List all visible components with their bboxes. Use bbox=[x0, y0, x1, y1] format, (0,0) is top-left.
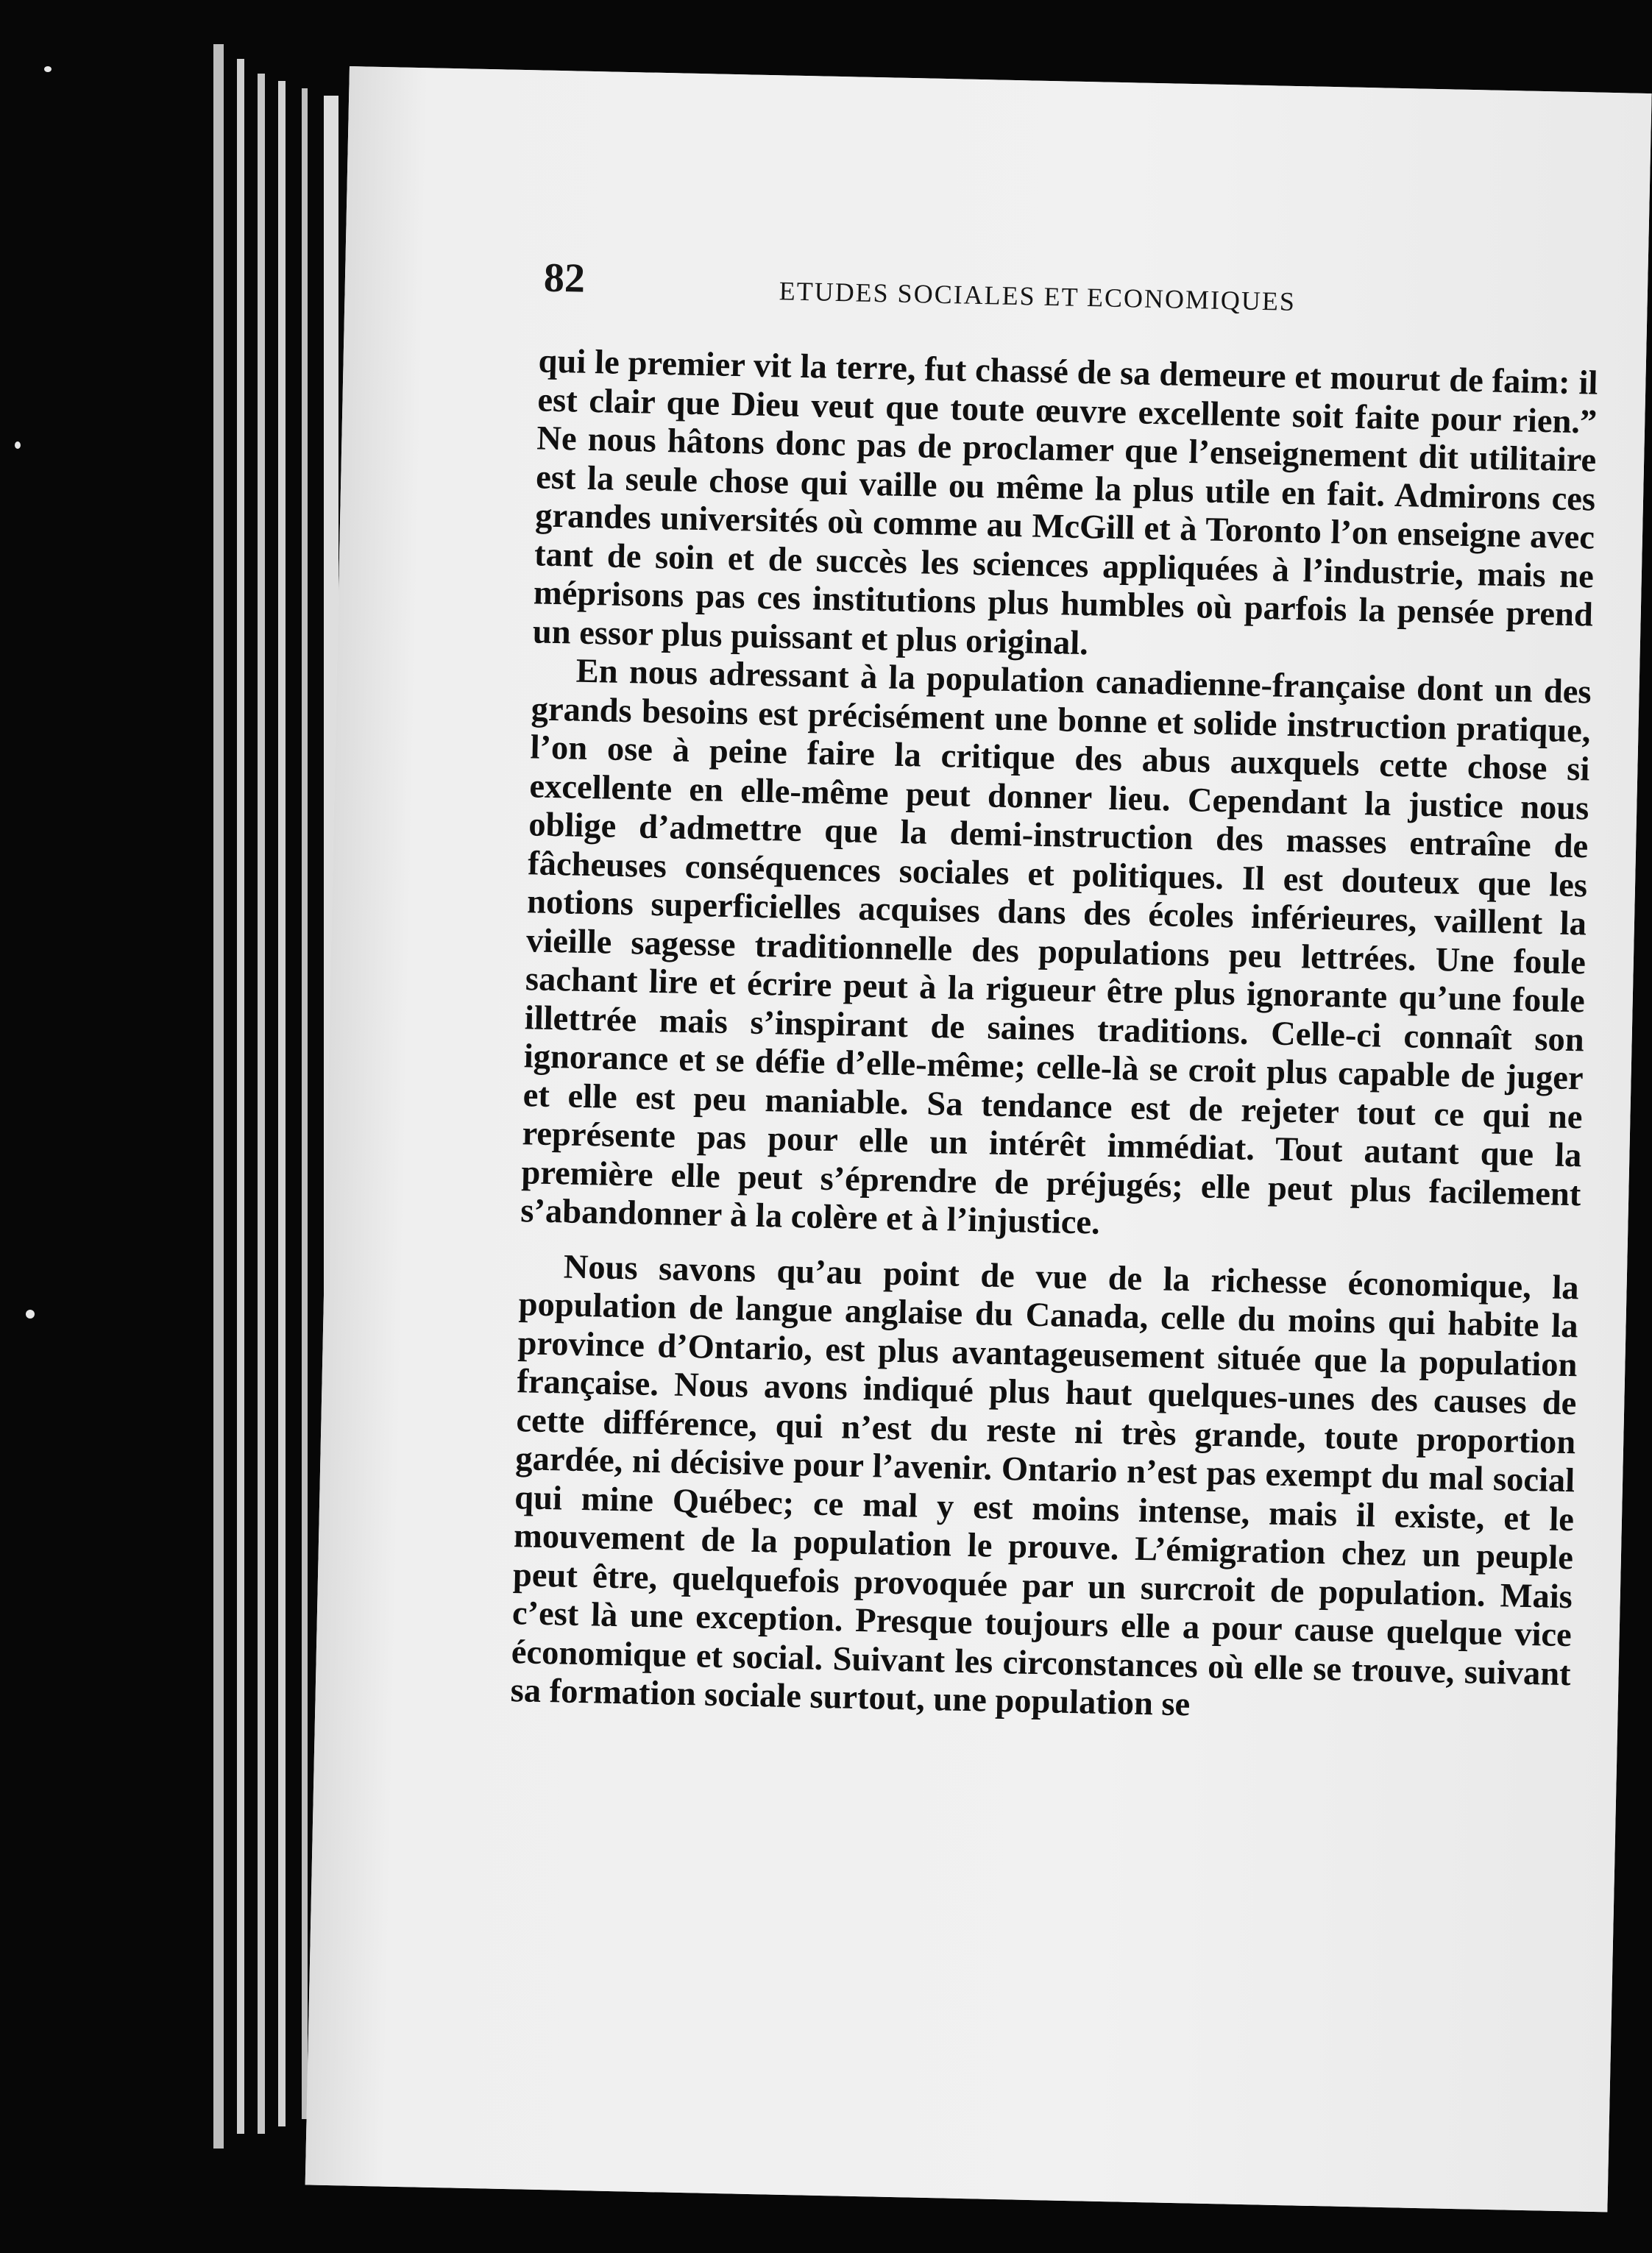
paragraph-3: Nous savons qu’au point de vue de la richesse économique, la population de langue anglaise du Canada, celle du moins qui habite la province d’Ontario, est plus avantageusement située que la population française. Nous avons indiqué plus haut quelques-unes des causes de cette différence, qui n’est du reste ni très grande, toute proportion gardée, ni décisive pour l’avenir. Ontario n’est pas exempt du mal social qui mine Québec; ce mal y est moins intense, mais il existe, et le mouvement de la population le prouve. L’émigration chez un peuple peut être, quelquefois provoquée par un surcroit de population. Mais c’est là une exception. Presque toujours elle a pour cause quelque vice économique et social. Suivant les circonstances où elle se trouve, suivant sa formation sociale surtout, une population se bbox=[510, 1247, 1580, 1724]
page-number: 82 bbox=[543, 255, 586, 302]
running-head: ETUDES SOCIALES ET ECONOMIQUES bbox=[779, 276, 1297, 316]
page-edge bbox=[302, 88, 308, 2119]
body-text bbox=[510, 342, 1598, 1732]
dust-speck bbox=[44, 66, 52, 72]
page-edge bbox=[258, 74, 265, 2134]
page-edge bbox=[213, 44, 224, 2149]
book-page bbox=[305, 66, 1652, 2212]
paragraph-2: En nous adressant à la population canadienne-française dont un des grands besoins est précisément une bonne et solide instruction pratique, l’on ose à peine faire la critique des abus auxquels cette chose si excellente en elle-même peut donner lieu. Cependant la justice nous oblige d’admettre que la demi-instruction des masses entraîne de fâcheuses conséquences sociales et politiques. Il est douteux que les notions superficielles acquises dans des écoles inférieures, vaillent la vieille sagesse traditionnelle des populations peu lettrées. Une foule sachant lire et écrire peut à la rigueur être plus ignorante qu’une foule illettrée mais s’inspirant de saines traditions. Celle-ci connaît son ignorance et se défie d’elle-même; celle-là se croit plus capable de juger et elle est peu maniable. Sa tendance est de rejeter tout ce qui ne représente pas pour elle un intérêt immédiat. Tout autant que la première elle peut s’éprendre de préjugés; elle peut plus facilement s’abandonner à la colère et à l’injustice. bbox=[520, 652, 1592, 1242]
page-edge bbox=[278, 81, 286, 2126]
page-paper bbox=[305, 66, 1652, 2212]
page-header bbox=[543, 255, 1574, 327]
page-edge bbox=[237, 59, 244, 2134]
paragraph-1: qui le premier vit la terre, fut chassé de sa demeure et mourut de faim: il est clair que Dieu veut que toute œuvre excellente soit faite pour rien.” Ne nous hâtons donc pas de proclamer que l’enseignement dit utilitaire est la seule chose qui vaille ou même la plus utile en fait. Admirons ces grandes universités où comme au McGill et à Toronto l’on enseigne avec tant de soin et de succès les sciences appliquées à l’industrie, mais ne méprisons pas ces institutions plus humbles où parfois la pensée prend un essor plus puissant et plus original. bbox=[532, 342, 1598, 662]
dust-speck bbox=[15, 441, 21, 449]
dust-speck bbox=[26, 1310, 35, 1319]
